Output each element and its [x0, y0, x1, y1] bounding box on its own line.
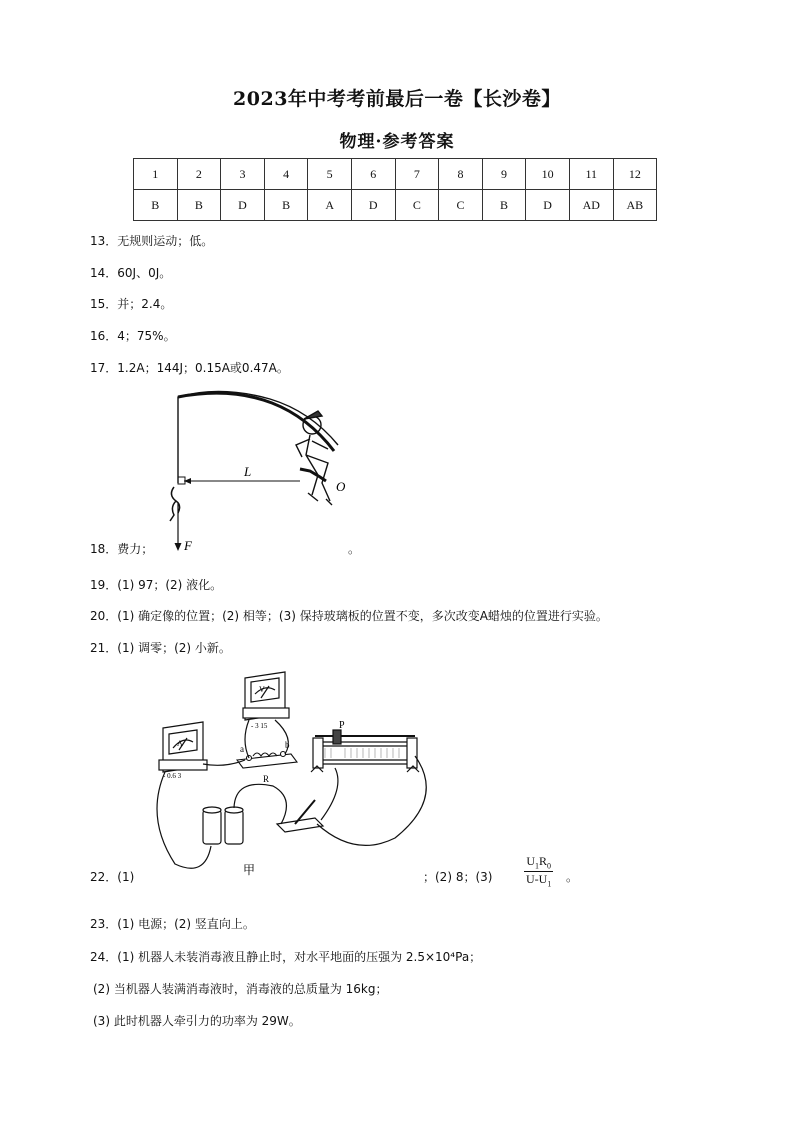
answer-cell: B — [264, 190, 308, 221]
answer-cell: D — [221, 190, 265, 221]
label-R: R — [263, 774, 270, 784]
fisherman-icon — [296, 411, 332, 505]
page-subtitle: 物理·参考答案 — [339, 132, 455, 152]
answer-18-suffix: 。 — [348, 542, 361, 556]
question-number-cell: 3 — [221, 159, 265, 190]
answer-20: 20．(1) 确定像的位置；(2) 相等；(3) 保持玻璃板的位置不变，多次改变A蜡烛的位置进行实验。 — [90, 609, 608, 623]
answer-14: 14．60J、0J。 — [90, 266, 172, 280]
label-a: a — [240, 744, 244, 754]
ammeter-label: A — [177, 739, 183, 748]
answer-19: 19．(1) 97；(2) 液化。 — [90, 578, 223, 592]
answer-cell: D — [526, 190, 570, 221]
formula-denominator: $U-U_1$ — [526, 872, 552, 889]
question-number-cell: 9 — [482, 159, 526, 190]
label-L: L — [244, 464, 252, 479]
answer-cell: B — [177, 190, 221, 221]
answer-22-prefix: 22．(1) — [90, 870, 135, 884]
label-F: F — [184, 538, 192, 553]
resistor-board — [237, 752, 297, 769]
table-row-numbers — [134, 159, 657, 190]
answer-24-2: (2) 当机器人装满消毒液时，消毒液的总质量为 16kg； — [93, 982, 388, 996]
rheostat-icon — [311, 730, 419, 772]
question-number-cell: 11 — [569, 159, 613, 190]
voltmeter-label: V — [259, 685, 265, 694]
answer-21: 21．(1) 调零；(2) 小新。 — [90, 641, 231, 655]
question-number-cell: 6 — [351, 159, 395, 190]
answer-23: 23．(1) 电源；(2) 竖直向上。 — [90, 917, 255, 931]
answer-table — [133, 158, 657, 221]
answer-cell: AB — [613, 190, 657, 221]
ammeter-terminals: - 0.6 3 — [163, 772, 182, 780]
answer-18-prefix: 18．费力； — [90, 542, 154, 556]
question-number-cell: 1 — [134, 159, 178, 190]
answer-cell: B — [134, 190, 178, 221]
answer-15: 15．并；2.4。 — [90, 297, 173, 311]
voltmeter-icon — [243, 672, 289, 720]
table-row-answers — [134, 190, 657, 221]
answer-16: 16．4；75%。 — [90, 329, 176, 343]
question-number-cell: 8 — [439, 159, 483, 190]
figure-circuit — [145, 668, 465, 878]
formula-fraction — [524, 854, 553, 889]
battery-icon — [203, 807, 243, 844]
answer-cell: C — [395, 190, 439, 221]
answer-13: 13．无规则运动；低。 — [90, 234, 214, 248]
answer-22-mid: ；(2) 8；(3) — [423, 870, 493, 884]
answer-cell: D — [351, 190, 395, 221]
question-number-cell: 4 — [264, 159, 308, 190]
formula-numerator: $U_1R_0$ — [526, 854, 551, 871]
ammeter-icon — [159, 722, 207, 772]
page-title: 2023年中考考前最后一卷【长沙卷】 — [233, 88, 561, 110]
answer-17: 17．1.2A；144J；0.15A或0.47A。 — [90, 361, 289, 375]
question-number-cell: 2 — [177, 159, 221, 190]
answer-cell: A — [308, 190, 352, 221]
question-number-cell: 7 — [395, 159, 439, 190]
answer-24-3: (3) 此时机器人牵引力的功率为 29W。 — [93, 1014, 301, 1028]
answer-22-end: 。 — [566, 870, 579, 884]
label-b: b — [285, 740, 290, 750]
question-number-cell: 5 — [308, 159, 352, 190]
answer-cell: C — [439, 190, 483, 221]
answer-24-1: 24．(1) 机器人未装消毒液且静止时，对水平地面的压强为 2.5×10⁴Pa； — [90, 950, 482, 964]
switch-icon — [277, 800, 323, 832]
voltmeter-terminals: - 3 15 — [251, 722, 268, 730]
figure-fishing-rod — [160, 383, 380, 558]
label-O: O — [336, 479, 346, 494]
answer-cell: B — [482, 190, 526, 221]
label-P: P — [339, 720, 345, 731]
figure-label-jia: 甲 — [243, 863, 256, 877]
question-number-cell: 10 — [526, 159, 570, 190]
fish-hook-box — [178, 477, 185, 484]
answer-cell: AD — [569, 190, 613, 221]
question-number-cell: 12 — [613, 159, 657, 190]
